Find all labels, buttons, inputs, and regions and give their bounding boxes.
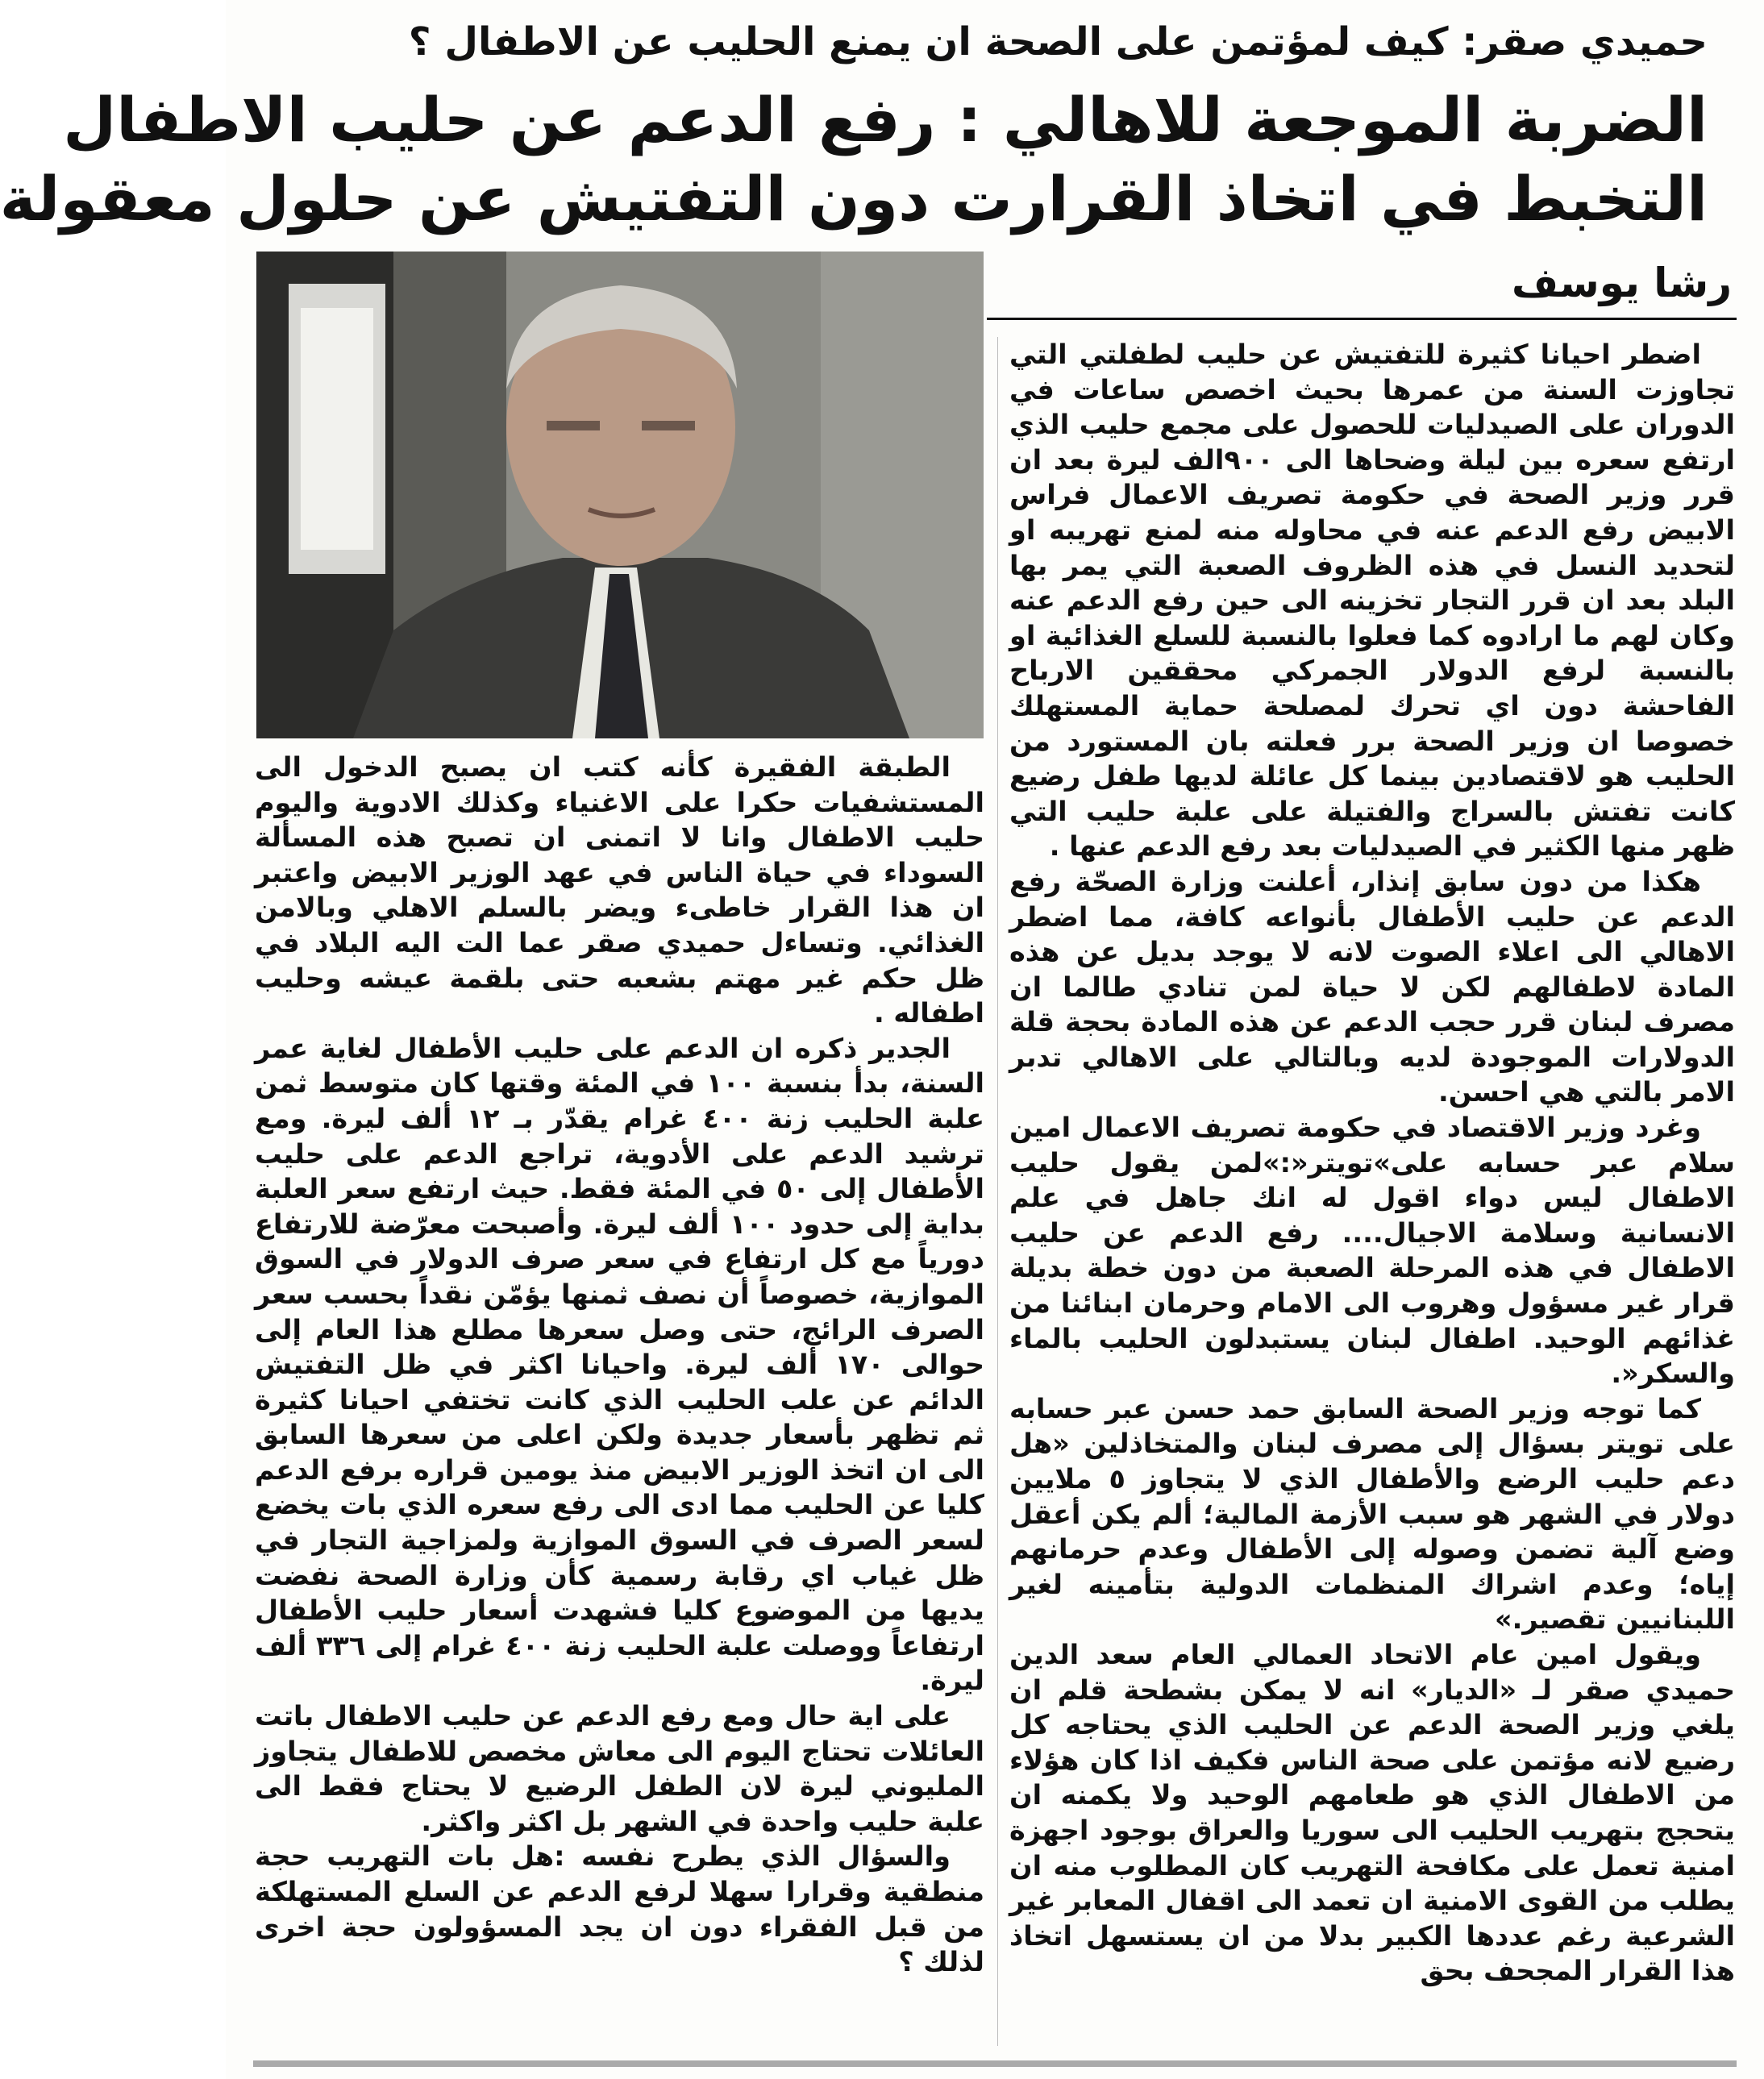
body-paragraph: والسؤال الذي يطرح نفسه :هل بات التهريب حجة منطقية وقرارا سهلا لرفع الدعم عن السلع المستهلكة من قبل الفقراء دون ان يجد المسؤولون حجة اخرى لذلك ؟: [255, 1840, 984, 1978]
body-paragraph: كما توجه وزير الصحة السابق حمد حسن عبر حسابه على تويتر بسؤال إلى مصرف لبنان والمتخاذلين «هل دعم حليب الرضع والأطفال الذي لا يتجاوز ٥ ملايين دولار في الشهر هو سبب الأزمة المالية؛ ألم يكن أعقل وضع آلية تضمن وصوله إلى الأطفال وعدم حرمانهم إياه؛ وعدم اشراك المنظمات الدولية بتأمينه لغير اللبنانيين تقصير.»: [1009, 1392, 1735, 1636]
headline-line-2: التخبط في اتخاذ القرارت دون التفتيش عن حلول معقولة: [0, 163, 1708, 235]
body-paragraph: هكذا من دون سابق إنذار، أعلنت وزارة الصحّة رفع الدعم عن حليب الأطفال بأنواعه كافة، مما اضطر الاهالي الى اعلاء الصوت لانه لا يوجد بديل عن هذه المادة لاطفالهم لكن لا حياة لمن تنادي طالما ان مصرف لبنان قرر حجب الدعم عن هذه المادة بحجة قلة الدولارات الموجودة لديه وبالتالي على الاهالي تدبر الامر بالتي هي احسن.: [1009, 865, 1735, 1108]
headline-line-1: الضربة الموجعة للاهالي : رفع الدعم عن حليب الاطفال: [63, 84, 1708, 156]
column-divider: [997, 337, 998, 2046]
body-paragraph: ويقول امين عام الاتحاد العمالي العام سعد الدين حميدي صقر لـ «الديار» انه لا يمكن بشطحة قلم ان يلغي وزير الصحة الدعم عن الحليب الذي يحتاجه كل رضيع لانه مؤتمن على صحة الناس فكيف اذا كان هؤلاء من الاطفال الذي هو طعامهم الوحيد ولا يكمنه ان يتحجج بتهريب الحليب الى سوريا والعراق بوجود اجهزة امنية تعمل على مكافحة التهريب كان المطلوب منه ان يطلب من القوى الامنية ان تعمد الى اقفال المعابر غير الشرعية رغم عددها الكبير بدلا من ان يستسهل اتخاذ هذا القرار المجحف بحق: [1009, 1638, 1735, 1987]
article-kicker: حميدي صقر: كيف لمؤتمن على الصحة ان يمنع الحليب عن الاطفال ؟: [408, 19, 1708, 64]
portrait-photo-icon: [256, 252, 984, 738]
byline-rule: [987, 318, 1737, 320]
body-paragraph: الطبقة الفقيرة كأنه كتب ان يصبح الدخول الى المستشفيات حكرا على الاغنياء وكذلك الادوية واليوم حليب الاطفال وانا لا اتمنى ان تصبح هذه المسألة السوداء في حياة الناس في عهد الوزير الابيض واعتبر ان هذا القرار خاطىء ويضر بالسلم الاهلي وبالامن الغذائي. وتساءل حميدي صقر عما الت اليه البلاد في ظل حكم غير مهتم بشعبه حتى بلقمة عيشه وحليب اطفاله .: [255, 751, 984, 1029]
body-paragraph: على اية حال ومع رفع الدعم عن حليب الاطفال باتت العائلات تحتاج اليوم الى معاش مخصص للاطفال يتجاوز المليوني ليرة لان الطفل الرضيع لا يحتاج فقط الى علبة حليب واحدة في الشهر بل اكثر واكثر.: [255, 1700, 984, 1837]
body-paragraph: وغرد وزير الاقتصاد في حكومة تصريف الاعمال امين سلام عبر حسابه على»تويتر«:»لمن يقول حليب الاطفال ليس دواء اقول له انك جاهل في علم الانسانية وسلامة الاجيال.... رفع الدعم عن حليب الاطفال في هذه المرحلة الصعبة من دون خطة بديلة قرار غير مسؤول وهروب الى الامام وحرمان ابنائنا من غذائهم الوحيد. اطفال لبنان يستبدلون الحليب بالماء والسكر«.: [1009, 1112, 1735, 1390]
body-paragraph: الجدير ذكره ان الدعم على حليب الأطفال لغاية عمر السنة، بدأ بنسبة ١٠٠ في المئة وقتها كان متوسط ثمن علبة الحليب زنة ٤٠٠ غرام يقدّر بـ ١٢ ألف ليرة. ومع ترشيد الدعم على الأدوية، تراجع الدعم على حليب الأطفال إلى ٥٠ في المئة فقط. حيث ارتفع سعر العلبة بداية إلى حدود ١٠٠ ألف ليرة. وأصبحت معرّضة للارتفاع دورياً مع كل ارتفاع في سعر صرف الدولار في السوق الموازية، خصوصاً أن نصف ثمنها يؤمّن نقداً بحسب سعر الصرف الرائج، حتى وصل سعرها مطلع هذا العام إلى حوالى ١٧٠ ألف ليرة. واحيانا اكثر في ظل التفتيش الدائم عن علب الحليب الذي كانت تختفي احيانا كثيرة ثم تظهر بأسعار جديدة ولكن اعلى من سعرها السابق الى ان اتخذ الوزير الابيض منذ يومين قراره برفع الدعم كليا عن الحليب مما ادى الى رفع سعره الذي بات يخضع لسعر الصرف في السوق الموازية ولمزاجية التجار في ظل غياب اي رقابة رسمية كأن وزارة الصحة نفضت يديها من الموضوع كليا فشهدت أسعار حليب الأطفال ارتفاعاً ووصلت علبة الحليب زنة ٤٠٠ غرام إلى ٣٣٦ ألف ليرة.: [255, 1032, 984, 1697]
article-headline: [0, 81, 1708, 239]
article-body-left-column: [255, 750, 984, 2051]
byline-author: رشا يوسف: [1512, 260, 1732, 306]
article-body-right-column: [1009, 337, 1735, 2051]
portrait-photo: [256, 252, 984, 738]
body-paragraph: اضطر احيانا كثيرة للتفتيش عن حليب لطفلتي التي تجاوزت السنة من عمرها بحيث اخصص ساعات في الدوران على الصيدليات للحصول على مجمع حليب الذي ارتفع سعره بين ليلة وضحاها الى ٩٠٠الف ليرة بعد ان قرر وزير الصحة في حكومة تصريف الاعمال فراس الابيض رفع الدعم عنه في محاوله منه لمنع تهريبه او لتحديد النسل في هذه الظروف الصعبة التي يمر بها البلد بعد ان قرر التجار تخزينه الى حين رفع الدعم عنه وكان لهم ما ارادوه كما فعلوا بالنسبة للسلع الغذائية او بالنسبة لرفع الدولار الجمركي محققين الارباح الفاحشة دون اي تحرك لمصلحة حماية المستهلك خصوصا ان وزير الصحة برر فعلته بان المستورد من الحليب هو لاقتصادين بينما كل عائلة لديها طفل رضيع كانت تفتش بالسراج والفتيلة على علبة حليب التي ظهر منها الكثير في الصيدليات بعد رفع الدعم عنها .: [1009, 339, 1735, 863]
bottom-rule: [253, 2060, 1737, 2067]
